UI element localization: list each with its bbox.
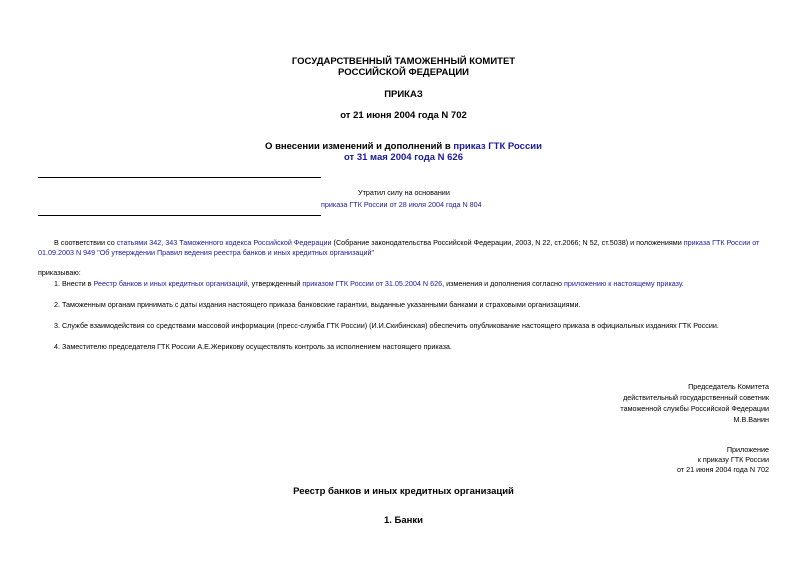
status-text: Утратил силу на основании — [358, 188, 450, 197]
signature-line2: действительный государственный советник — [623, 393, 769, 402]
appendix-link[interactable]: приложению к настоящему приказу — [564, 279, 682, 288]
doc-date: от 21 июня 2004 года N 702 — [340, 110, 467, 121]
repeal-order-link[interactable]: приказа ГТК России от 28 июля 2004 года N 804 — [321, 200, 482, 209]
doc-type: ПРИКАЗ — [384, 89, 423, 100]
divider-top — [38, 177, 321, 178]
doc-subject-line2 — [0, 152, 807, 163]
doc-subject-line1 — [0, 141, 807, 152]
signature-name: М.В.Ванин — [733, 415, 769, 424]
order-word: приказываю: — [38, 268, 81, 277]
appendix-line1: Приложение — [726, 445, 769, 454]
item-1: 1. Внести в Реестр банков и иных кредитных организаций, утвержденный приказом ГТК России от 31.05.2004 N 626, изменения и дополнения согласно приложению к настоящему приказу. — [54, 279, 684, 288]
org-name-line1: ГОСУДАРСТВЕННЫЙ ТАМОЖЕННЫЙ КОМИТЕТ — [291, 56, 516, 67]
org-name-line2: РОССИЙСКОЙ ФЕДЕРАЦИИ — [337, 67, 469, 78]
signature-line3: таможенной службы Российской Федерации — [620, 404, 769, 413]
subject-link-order-626-date[interactable]: от 31 мая 2004 года N 626 — [343, 152, 464, 163]
order-949-link-part1[interactable]: приказа ГТК России от — [683, 238, 760, 247]
order-949-link-part2[interactable]: 01.09.2003 N 949 "Об утверждении Правил ведения реестра банков и иных кредитных организаций" — [38, 248, 375, 257]
registry-title: Реестр банков и иных кредитных организаций — [293, 486, 514, 497]
item-3: 3. Службе взаимодействия со средствами массовой информации (пресс-служба ГТК России) (И.И.Скибинская) обеспечить опубликование настоящего приказа в официальных изданиях ГТК России. — [54, 321, 719, 330]
status-link — [321, 200, 482, 209]
tax-code-articles-link[interactable]: статьями 342, 343 Таможенного кодекса Российской Федерации — [116, 238, 332, 247]
signature-line1: Председатель Комитета — [688, 382, 769, 391]
registry-link[interactable]: Реестр банков и иных кредитных организаций — [93, 279, 248, 288]
section-title: 1. Банки — [383, 515, 423, 526]
item-4: 4. Заместителю председателя ГТК России А.Е.Жерикову осуществлять контроль за исполнением настоящего приказа. — [54, 342, 452, 351]
preamble-line1: В соответствии со статьями 342, 343 Таможенного кодекса Российской Федерации (Собрание законодательства Российской Федерации, 2003, N 22, ст.2066; N 52, ст.5038) и положениями приказа ГТК России от — [54, 238, 760, 247]
appendix-line3: от 21 июня 2004 года N 702 — [676, 465, 769, 474]
order-626-link[interactable]: приказом ГТК России от 31.05.2004 N 626 — [302, 279, 443, 288]
divider-bottom — [38, 215, 321, 216]
subject-prefix: О внесении изменений и дополнений в — [265, 141, 454, 152]
preamble-line2 — [38, 248, 374, 258]
subject-link-order-626[interactable]: приказ ГТК России — [453, 141, 542, 152]
appendix-line2: к приказу ГТК России — [697, 455, 769, 464]
item-2: 2. Таможенным органам принимать с даты издания настоящего приказа банковские гарантии, выданные указанными банками и страховыми организациями. — [54, 300, 581, 309]
